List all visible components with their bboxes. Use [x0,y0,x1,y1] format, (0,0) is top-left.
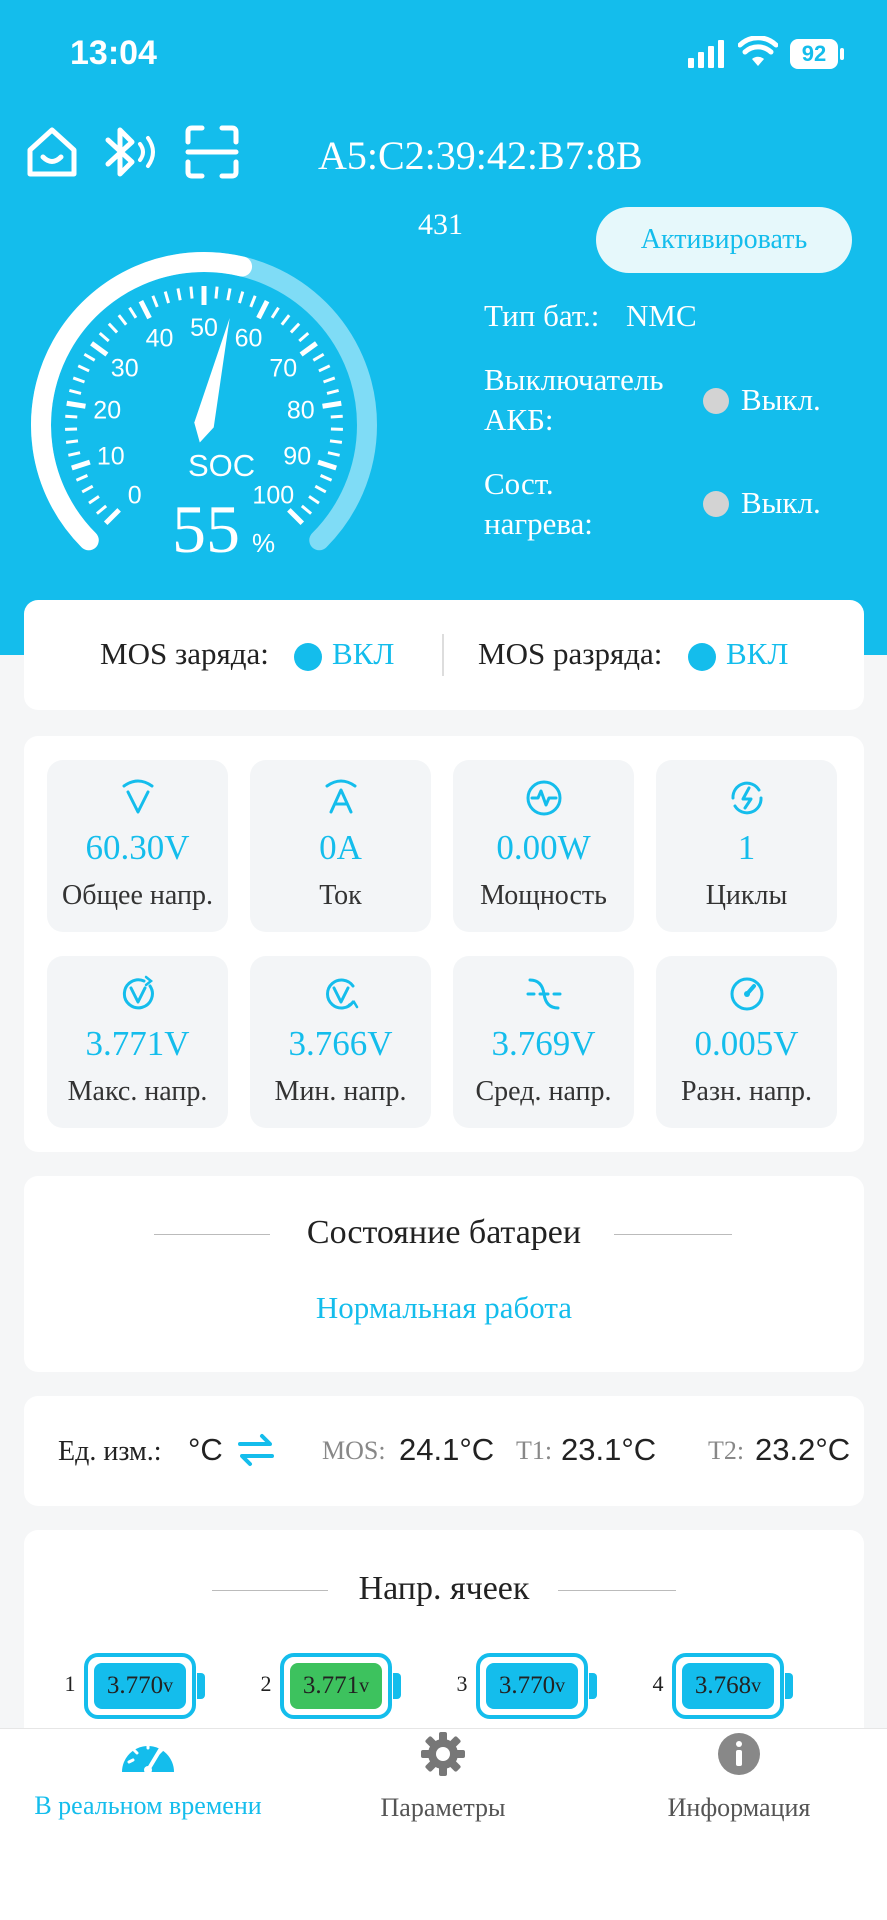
metric-value: 3.771V [85,1024,190,1063]
gauge-tick [191,287,192,299]
cell-unit: v [555,1674,566,1697]
metric-value: 0.005V [694,1024,799,1063]
gauge-tick-label: 60 [234,324,263,353]
cell-battery-tip [197,1673,205,1699]
cells-title: Напр. ячеек [358,1570,530,1607]
cell-unit: v [163,1674,174,1697]
gauge-tick-label: 80 [286,396,315,425]
battery-switch-indicator [703,388,729,414]
cell-index: 1 [64,1671,76,1696]
nav-info-label: Информация [667,1793,811,1822]
cell-battery-tip [785,1673,793,1699]
gauge-tick-label: 30 [110,354,139,383]
gauge-tick [153,296,157,307]
temperature-card [24,1396,864,1506]
cell-unit: v [359,1674,370,1697]
heating-label-2: нагрева: [484,506,593,541]
home-icon[interactable] [24,124,80,185]
gauge-tick [251,296,255,307]
gear-icon [295,1730,591,1783]
power-icon [453,776,634,820]
gauge-tick [216,287,217,299]
gauge-tick-label: 40 [145,324,174,353]
soc-value: 55 [172,491,240,567]
cell-unit: v [751,1674,762,1697]
status-time: 13:04 [70,34,157,72]
gauge-tick [313,354,323,360]
battery-switch-value: Выкл. [741,382,821,417]
heating-value: Выкл. [741,485,821,520]
gauge-tick [68,453,80,456]
heating-indicator [703,491,729,517]
scan-icon[interactable] [184,124,240,185]
gauge-tick [109,324,117,333]
metric-label: Сред. напр. [475,1076,612,1107]
gauge-tick [73,378,84,382]
metric-value: 3.769V [491,1024,596,1063]
cell-voltage: 3.770 [498,1672,556,1699]
gauge-tick [84,354,94,360]
divider-line [558,1590,676,1591]
gauge-tick-label: 100 [252,481,295,510]
gauge-tick [106,510,119,523]
metric-label: Мощность [480,880,607,911]
gauge-tick [78,366,89,371]
metric-total-voltage [47,760,228,932]
metric-label: Макс. напр. [67,1076,208,1107]
metric-current [250,760,431,932]
nav-info[interactable] [591,1730,887,1823]
battery-type-value: NMC [626,298,697,333]
cell-battery-tip [589,1673,597,1699]
t2-temp-label: T2: [708,1436,745,1465]
gauge-tick [323,378,334,382]
swap-units-icon[interactable] [236,1430,276,1475]
gauge-tick [272,308,278,318]
bluetooth-icon[interactable] [100,124,162,185]
gauge-tick-label: 90 [283,442,312,471]
cell-battery-icon [476,1653,588,1719]
gauge-tick [89,496,99,503]
discharge-mos-indicator [688,643,716,671]
gauge-tick-label: 70 [269,354,298,383]
metric-label: Разн. напр. [680,1076,813,1107]
gauge-tick [258,301,267,318]
t2-temp-value: 23.2°C [755,1432,851,1467]
metric-value: 1 [737,828,756,867]
battery-status-badge: 92 [790,39,838,69]
nav-realtime[interactable] [0,1730,296,1821]
battery-state-status: Нормальная работа [315,1290,573,1325]
mos-temp-label: MOS: [322,1436,386,1465]
metric-cycles [656,760,837,932]
gauge-tick [289,510,302,523]
avg-voltage-icon [453,972,634,1016]
gauge-tick [119,315,126,324]
gauge-tick [165,292,168,304]
mos-temp-value: 24.1°C [399,1432,495,1467]
gauge-tick [282,315,289,324]
gauge-tick [97,506,106,514]
metric-value: 60.30V [85,828,190,867]
gauge-tick [141,301,150,318]
voltage-icon [47,776,228,820]
metric-label: Циклы [705,880,788,911]
cell-item-3 [452,1653,612,1719]
nav-parameters-label: Параметры [380,1793,506,1822]
gauge-tick [92,343,107,354]
gauge-tick [100,333,109,341]
heating-label: Сост. [484,466,554,501]
soc-unit: % [252,528,276,558]
gauge-tick [323,403,342,406]
battery-switch-label: Выключатель [484,362,664,397]
mos-card [24,600,864,710]
current-icon [250,776,431,820]
cell-item-4 [648,1653,808,1719]
gauge-tick [309,496,319,503]
gauge-tick [228,288,230,300]
battery-tip [840,48,844,60]
cell-battery-icon [672,1653,784,1719]
unit-value: °C [188,1432,223,1467]
gauge-tick [239,292,242,304]
cell-item-2 [256,1653,416,1719]
gauge-tick [319,366,330,371]
metric-label: Общее напр. [62,880,213,911]
nav-parameters[interactable] [295,1730,591,1823]
gauge-tick [299,333,308,341]
gauge-tick [291,324,299,333]
discharge-mos-value: ВКЛ [726,636,789,671]
cell-voltage: 3.770 [106,1672,164,1699]
battery-state-card [24,1176,864,1372]
mos-divider [442,634,444,676]
battery-type-label: Тип бат.: [484,298,600,333]
gauge-tick [69,390,81,393]
cell-index: 4 [652,1671,664,1696]
divider-line [614,1234,732,1235]
cell-index: 2 [260,1671,272,1696]
discharge-mos-label: MOS разряда: [478,636,663,671]
battery-state-title: Состояние батареи [306,1214,582,1251]
cell-battery-icon [84,1653,196,1719]
gauge-tick [65,416,77,417]
unit-label: Ед. изм.: [58,1436,162,1467]
gauge-tick [130,308,136,318]
cell-item-1 [60,1653,220,1719]
gauge-tick-label: 10 [96,442,125,471]
metric-min-voltage [250,956,431,1128]
cell-battery-icon [280,1653,392,1719]
metric-max-voltage [47,956,228,1128]
gauge-tick [66,441,78,443]
gauge-tick-label: 0 [127,481,142,510]
gauge-tick [76,475,87,480]
gauge-tick [302,506,311,514]
metric-value: 0.00W [496,828,591,867]
cell-index: 3 [456,1671,468,1696]
gauge-tick [321,475,332,480]
signal-icon [688,38,728,73]
metric-value: 0A [319,828,362,867]
info-icon [591,1730,887,1783]
gauge-tick [178,288,180,300]
charge-mos-indicator [294,643,322,671]
cell-voltage: 3.771 [302,1672,360,1699]
metric-label: Ток [319,880,362,911]
metric-avg-voltage [453,956,634,1128]
gauge-tick [328,453,340,456]
gauge-tick [318,462,336,468]
gauge-tick-label: 50 [190,314,218,342]
metric-power [453,760,634,932]
gauge-icon [0,1730,296,1781]
gauge-tick [315,486,326,492]
wifi-icon [738,36,778,73]
metric-value: 3.766V [288,1024,393,1063]
diff-voltage-icon [656,972,837,1016]
cycles-icon [656,776,837,820]
gauge-tick [327,390,339,393]
gauge-tick-label: 20 [93,396,122,425]
max-voltage-icon [47,972,228,1016]
activate-button[interactable]: Активировать [596,207,852,273]
cell-battery-tip [393,1673,401,1699]
charge-mos-value: ВКЛ [332,636,395,671]
metric-label: Мин. напр. [274,1076,407,1107]
battery-switch-label-2: АКБ: [484,402,554,437]
metric-diff-voltage [656,956,837,1128]
gauge-tick [82,486,93,492]
gauge-tick [301,343,316,354]
charge-mos-label: MOS заряда: [100,636,269,671]
cell-voltage: 3.768 [694,1672,752,1699]
gauge-tick [330,441,342,443]
t1-temp-label: T1: [516,1436,553,1465]
min-voltage-icon [250,972,431,1016]
nav-realtime-label: В реальном времени [34,1791,262,1820]
gauge-tick [67,403,86,406]
soc-label: SOC [188,448,256,483]
gauge-tick [331,416,343,417]
t1-temp-value: 23.1°C [561,1432,657,1467]
counter-value: 431 [418,208,463,241]
device-id: A5:C2:39:42:B7:8B [318,133,643,178]
gauge-tick [72,462,90,468]
